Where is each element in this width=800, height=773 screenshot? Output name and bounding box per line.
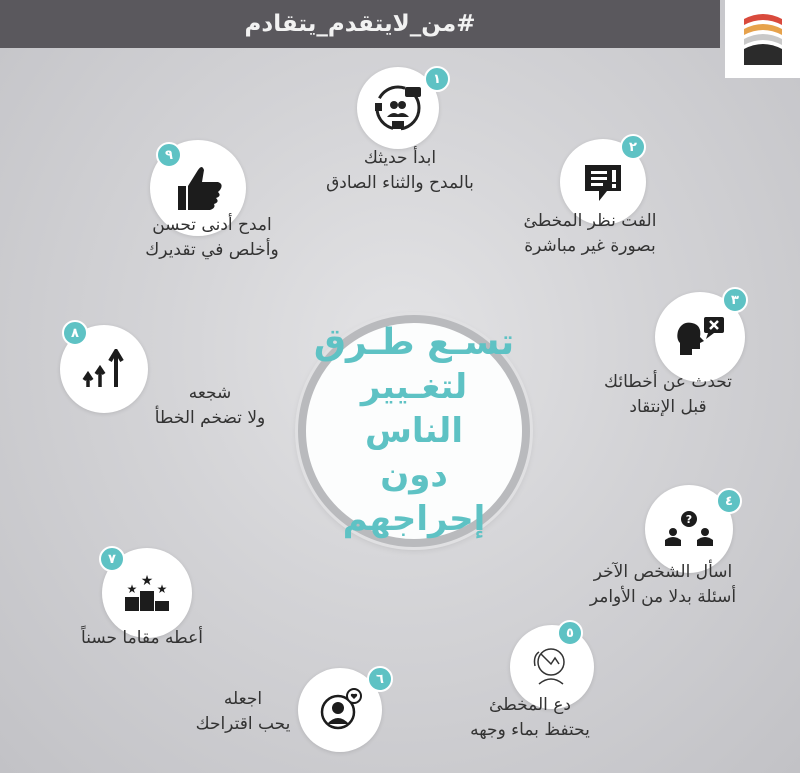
- tip-3-badge: ٣: [722, 287, 748, 313]
- alert-note-icon: [581, 161, 625, 203]
- tip-8-badge: ٨: [62, 320, 88, 346]
- tip-2-badge: ٢: [620, 134, 646, 160]
- tip-2-line-1: الفت نظر المخطئ: [523, 211, 657, 231]
- facepalm-icon: [529, 644, 575, 690]
- tip-1-badge: ١: [424, 66, 450, 92]
- tip-8-label: [150, 381, 270, 431]
- tip-7-label: [52, 626, 232, 651]
- podium-stars-icon: [122, 573, 172, 613]
- question-people-icon: [662, 510, 716, 548]
- svg-text:★: ★: [156, 582, 168, 596]
- tip-9-line-1: امدح أدنى تحسن: [152, 215, 272, 235]
- tip-7-line-1: أعطه مقاما حسناً: [81, 628, 203, 648]
- tip-3-line-1: تحدث عن أخطائك: [604, 372, 732, 392]
- tip-1-line-1: ابدأ حديثك: [363, 148, 437, 168]
- tip-3-line-2: قبل الإنتقاد: [629, 397, 707, 417]
- tip-5-badge: ٥: [557, 620, 583, 646]
- hashtag-title: #من_لايتقدم_يتقادم: [244, 11, 476, 37]
- brand-logo: [725, 0, 800, 78]
- tip-8-line-1: شجعه: [188, 383, 232, 403]
- tip-4-label: [563, 560, 763, 610]
- tip-7-badge: ٧: [99, 546, 125, 572]
- thumbs-up-icon: [170, 162, 226, 214]
- tip-3-label: [568, 370, 768, 420]
- tip-6-line-1: اجعله: [223, 689, 263, 709]
- header-bar: [0, 0, 720, 48]
- tip-4-badge: ٤: [716, 488, 742, 514]
- tip-6-line-2: يحب اقتراحك: [195, 714, 291, 734]
- svg-text:★: ★: [126, 582, 138, 596]
- tip-6-label: [188, 687, 298, 737]
- main-title-circle: [298, 315, 530, 547]
- main-title-line-3: دون إحراجهم: [342, 455, 486, 539]
- tip-2-line-2: بصورة غير مباشرة: [524, 236, 656, 256]
- tip-1-line-2: بالمدح والثناء الصادق: [326, 173, 474, 193]
- growth-arrows-icon: [82, 349, 126, 389]
- tip-9-line-2: وأخلص في تقديرك: [145, 240, 279, 260]
- logo-icon: [742, 11, 784, 67]
- svg-text:★: ★: [140, 573, 154, 589]
- tip-8-line-2: ولا تضخم الخطأ: [154, 408, 266, 428]
- tip-6-badge: ٦: [367, 666, 393, 692]
- speaking-head-error-icon: [674, 315, 726, 359]
- tip-5-label: [430, 693, 630, 743]
- tip-5-line-2: يحتفظ بماء وجهه: [470, 720, 590, 740]
- tip-1-label: [300, 146, 500, 196]
- svg-text:?: ?: [685, 513, 693, 526]
- main-title-line-2: لتغـيير الناس: [360, 367, 468, 451]
- main-title-line-1: تسـع طـرق: [313, 322, 515, 363]
- tip-5-line-1: دع المخطئ: [489, 695, 571, 715]
- tip-4-line-2: أسئلة بدلا من الأوامر: [589, 587, 737, 607]
- tip-9-badge: ٩: [156, 142, 182, 168]
- people-speech-icon: [371, 83, 425, 133]
- tip-9-label: [122, 213, 302, 263]
- tip-2-label: [490, 209, 690, 259]
- user-heart-icon: [318, 688, 362, 732]
- tip-4-line-1: اسأل الشخص الآخر: [593, 562, 733, 582]
